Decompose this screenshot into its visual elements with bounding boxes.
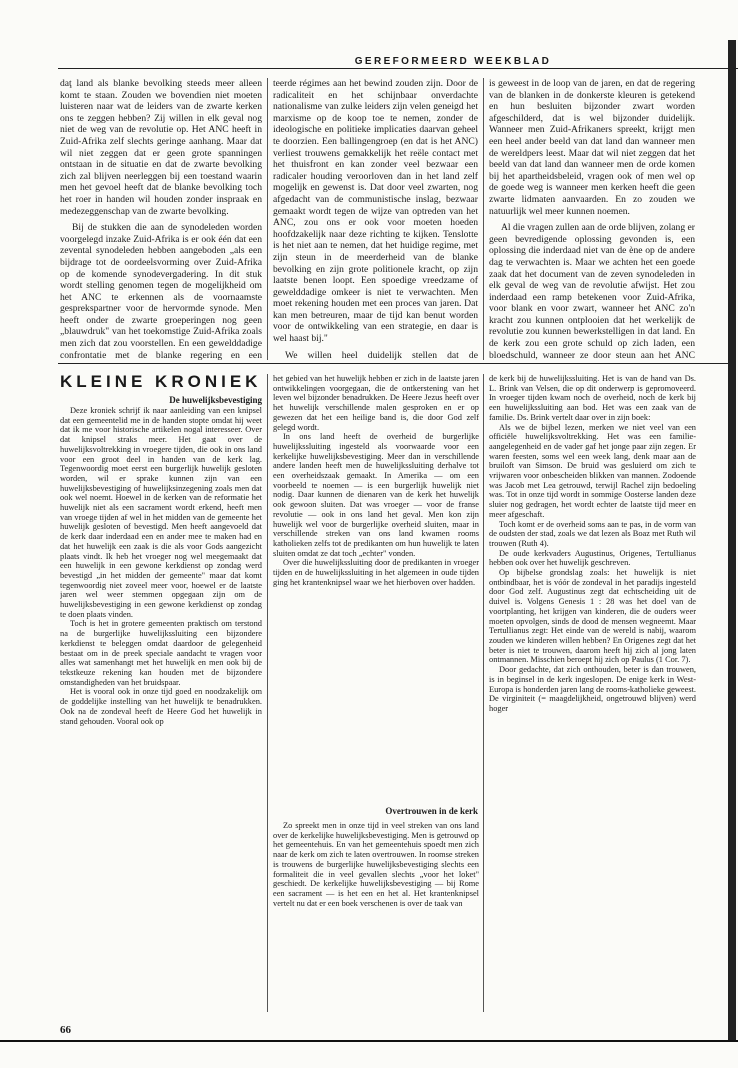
page-edge-shadow [728,40,736,1040]
running-head: GEREFORMEERD WEEKBLAD [354,56,552,67]
paragraph: Op bijbelse grondslag zoals: het huwelijk is niet ontbindbaar, het is vóór de zondeval in het paradijs ingesteld door God zelf. Augustinus zegt dat echtscheiding uit de duivel is. Volgens Genesis 1 : 28 was het doel van de voortplanting, het krijgen van kinderen, die de ouders weer moeten opvolgen, sinds de dood de mensen wegneemt. Maar Tertullianus zegt: Het einde van de wereld is nabij, waarom zouden we kinderen willen hebben? En Origenes zegt dat het beter is niet te trouwen, daarom heeft hij zich al jong laten ontmannen. Misschien beroept hij zich op Paulus (1 Cor. 7). [489,568,696,665]
paragraph: Bij de stukken die aan de synodeleden worden voorgelegd inzake Zuid-Afrika is er ook één dat een zevental synodeleden hebben aangeboden „als een bijdrage tot de oordeelsvorming over Zuid-Afrika op de komende synodevergadering. In dit stuk wordt stelling genomen tegen de mogelijkheid om het ANC te erkennen als de voornaamste gesprekspartner voor de hervormde synode. Men heeft onder de zwarte groeperingen nog geen „blauwdruk" van het toekomstige Zuid-Afrika zoals men zich dat zou voorstellen. En een gewelddadige confrontatie met de blanke regering en een [60,222,262,361]
article-column-1 [60,78,262,362]
kroniek-column-2-continued [273,821,479,1012]
column-rule [267,78,268,360]
paragraph: Als we de bijbel lezen, merken we niet veel van een officiële huwelijksvoltrekking. Het was een familie-aangelegenheid en de vader gaf het jonge paar zijn zegen. Er waren feesten, soms wel een week lang, denk maar aan de bruiloft van Simson. De bruid was gesluierd om zich te vrijwaren voor onbescheiden blikken van mannen. Zodoende was Jacob met Lea getrouwd, terwijl Rachel zijn bedoeling was. Tot in onze tijd wordt in sommige Oosterse landen deze sluier nog gedragen, het wordt echter de laatste tijd meer en meer afgeschaft. [489,422,696,519]
paragraph: De oude kerkvaders Augustinus, Origenes, Tertullianus hebben ook over het huwelijk geschreven. [489,548,696,568]
paragraph: de kerk bij de huwelijkssluiting. Het is van de hand van Ds. L. Brink van Velsen, die op dit onderwerp is gepromoveerd. In vroeger tijden kwam noch de overheid, noch de kerk bij een huwelijkssluiting aan bod. Het was een zaak van de familie. Ds. Brink vertelt daar over in zijn boek: [489,374,696,422]
header-rule [58,68,738,69]
page-bottom-edge [0,1040,738,1042]
kroniek-column-3 [489,374,696,1012]
article-column-3 [489,78,695,362]
paragraph: Toch is het in grotere gemeenten praktisch om terstond na de burgerlijke huwelijkssluiting een bijzondere kerkdienst te beleggen omdat daardoor de gelegenheid bestaat om in de preek speciale aandacht te vragen voor alles wat samenhangt met het huwelijk en men ook bij de tekstkeuze rekening kan houden met de bijzondere omstandigheden van het bruidspaar. [60,619,262,687]
section-title: KLEINE KRONIEK [60,372,262,391]
subheading: De huwelijksbevestiging [169,395,262,405]
paragraph: Over die huwelijkssluiting door de predikanten in vroeger tijden en de huwelijkssluiting in het algemeen in oude tijden ging het krantenknipsel waar we het hierboven over hadden. [273,558,479,587]
section-divider [58,363,728,364]
paragraph: Het is vooral ook in onze tijd goed en noodzakelijk om de goddelijke instelling van het huwelijk te benadrukken. Ook na de zondeval heeft de Heere God het huwelijk in stand gehouden. Vooral ook op [60,687,262,726]
kroniek-column-2 [273,374,479,798]
paragraph: Toch komt er de overheid soms aan te pas, in de vorm van de oudsten der stad, zoals we dat lezen als Boaz met Ruth wil trouwen (Ruth 4). [489,519,696,548]
column-rule [483,374,484,1012]
column-rule [267,374,268,1012]
paragraph: Deze kroniek schrijf ik naar aanleiding van een knipsel dat een gemeentelid me in de handen stopte omdat hij weet dat ik me voor historische artikelen nogal interesseer. Over dat knipsel straks meer. Het gaat over de huwelijksvoltrekking in vroegere tijden, die ook in ons land voor een groot deel in handen van de kerk lag. Tegenwoordig moet eerst een burgerlijk huwelijk gesloten worden, wil er sprake kunnen zijn van een huwelijksbevestiging of huwelijksinzegening zoals men dat ook wel noemt. Hoewel in de kerken van de reformatie het huwelijk niet als een sacrament wordt erkend, heeft men van vroege tijden af wel in het midden van de gemeente het huwelijk gesloten of bevestigd. Men heeft aangevoeld dat de kerk daar inderdaad een en ander mee te maken had en dat het huwelijk een zaak is die als voor Gods aangezicht plaats vindt. Ik heb het vroeger nog wel meegemaakt dat een huwelijk in een gewone kerkdienst op zondag werd bevestigd „in het midden der gemeente" maar dat komt tegenwoordig niet zoveel meer voor, hoewel er de laatste jaren wel weer stemmen opgegaan zijn om de huwelijksbevestiging in een gewone kerkdienst op zondag te doen plaats vinden. [60,406,262,619]
paragraph: het gebied van het huwelijk hebben er zich in de laatste jaren ontwikkelingen voorgegaan, die de ontkerstening van het leven wel bijzonder benadrukken. De Heere Jezus heeft over het huwelijk verschillende malen gesproken en er op gewezen dat het een heilige band is, die door God zelf gelegd wordt. [273,374,479,432]
paragraph: We willen heel duidelijk stellen dat de [285,349,478,361]
paragraph: is geweest in de loop van de jaren, en dat de regering van de blanken in de donkerste kleuren is getekend en hun besluiten bijzonder zwart worden afgeschilderd, dat is wel bijzonder duidelijk. Wanneer men Zuid-Afrikaners spreekt, krijgt men een heel ander beeld van dat land dan wanneer men de wereldpers leest. Maar dat wil niet zeggen dat het beeld van dat land dan wanneer men de orde komen bij het apartheidsbeleid, vragen ook of men wel op de goede weg is wanneer men kerken heeft die geen zwarte lidmaten aanvaarden. En zo zouden we natuurlijk wel meer kunnen noemen. [489,78,695,217]
subheading: Overtrouwen in de kerk [385,806,478,816]
paragraph: daţ land als blanke bevolking steeds meer alleen komt te staan. Zouden we bovendien niet moeten luisteren naar wat de leiders van de zwarte kerken ons te zeggen hebben? Zij willen in elk geval nog niet de weg van de revolutie op. Het ANC heeft in Zuid-Afrika zelf slechts geringe aanhang. Maar dat wil niet zeggen dat er geen grote spanningen ontstaan in de situatie en dat de zwarte bevolking zich zal blijven neerleggen bij een toestand waarin men het gevoel heeft dat de blanke bevolking toch het roer in handen wil houden zonder inspraak en medezeggenschap van de zwarte bevolking. [60,78,262,217]
paragraph: In ons land heeft de overheid de burgerlijke huwelijkssluiting ingesteld als voorwaarde voor een kerkelijke huwelijksbevestiging. Meer dan in verschillende andere landen heeft men de huwelijkssluiting derhalve tot een overheidszaak gemaakt. In Amerika — om een voorbeeld te noemen — is een burgerlijk huwelijk niet nodig. Daar kunnen de dienaren van de kerk het huwelijk ook gewoon sluiten. Dat was vroeger — voor de franse revolutie — ook in ons land het geval. Men kon zijn huwelijk wel voor de burgerlijke overheid sluiten, maar in verschillende streken van ons land kwamen rooms katholieken zelfs tot de predikanten om hun huwelijk te laten sluiten omdat ze dat toch „echter" vonden. [273,432,479,558]
paragraph: Zo spreekt men in onze tijd in veel streken van ons land over de kerkelijke huwelijksbevestiging. Men is getrouwd op het gemeentehuis. En van het gemeentehuis spoedt men zich naar de kerk om zich te laten overtrouwen. In roomse streken is trouwens de burgerlijke huwelijksbevestiging slechts een formaliteit die in veel gevallen slechts „voor het loket" geschiedt. De kerkelijke huwelijksbevestiging — bij Rome een sacrament — is het een en het al. Het krantenknipsel vertelt nu dat er een boek verschenen is over de taak van [273,821,479,908]
paragraph: teerde régimes aan het bewind zouden zijn. Door de radicaliteit en het schijnbaar onverdachte nationalisme van zulke leiders zijn velen geneigd het marxisme op de koop toe te nemen, zonder de ideologische en politieke implicaties daarvan geheel te doorzien. Een ballingengroep (en dat is het ANC) verliest trouwens gemakkelijk het reële contact met het thuisfront en kan zonder veel bezwaar een radicaler houding veroorloven dan in het land zelf mogelijk en gewenst is. Dat door veel zwarten, nog afgedacht van de communistische inslag, bezwaar gemaakt wordt tegen de wijze van optreden van het ANC, zou ons er ook voor moeten hoeden hoofdzakelijk naar deze richting te kijken. Tenslotte is het niet aan te nemen, dat het huidige regime, met zijn steun in de meerderheid van de blanke bevolking en zijn grote politionele kracht, op zijn laatste benen loopt. Een spoedige vreedzame of gewelddadige omkeer is niet te verwachten. Men moet rekening houden met een proces van jaren. Dat kan men betreuren, maar de tijd kan benut worden voor de ontwikkeling van een strategie, en daar is wel haast bij." [273,78,478,345]
page-number: 66 [60,1024,71,1036]
paragraph: Al die vragen zullen aan de orde blijven, zolang er geen bevredigende oplossing gevonden is, een oplossing die inderdaad niet van de ène op de andere dag te verwachten is. Maar we achten het een goede zaak dat het document van de zeven synodeleden in elk geval de weg van de revolutie afwijst. Het zou inderdaad een ramp betekenen voor Zuid-Afrika, voor blank en voor zwart, wanneer het ANC zo'n kracht zou kunnen ontplooien dat het werkelijk de revolutie zou kunnen bewerkstelligen in dat land. En de kerk zou een grote schuld op zich laden, een bloedschuld, wanneer ze door steun aan het ANC [489,222,695,361]
kroniek-column-1 [60,406,262,1012]
column-rule [483,78,484,360]
article-column-2 [273,78,478,362]
paragraph: Door gedachte, dat zich onthouden, beter is dan trouwen, is in beginsel in de kerk ingeslopen. De enige kerk in West-Europa is honderden jaren lang de rooms-katholieke geweest. De virginiteit (= maagdelijkheid, ongetrouwd blijven) werd hoger [489,665,696,713]
